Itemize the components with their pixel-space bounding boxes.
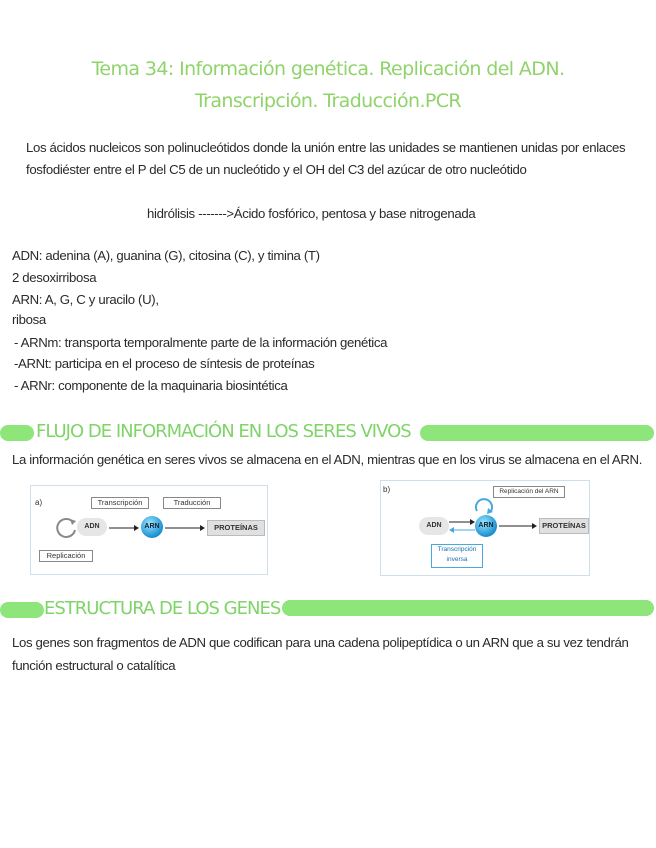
arn-node: ARN [141,516,163,538]
rna-replication-label-box: Replicación del ARN [493,486,565,498]
reverse-transcription-line1: Transcripción [437,546,477,553]
replication-loop-icon [473,495,495,515]
diagram-b-tag: b) [383,485,391,494]
replication-label-box: Replicación [39,550,93,562]
hydrolysis-line: hidrólisis ------->Ácido fosfórico, pentosa y base nitrogenada [147,206,476,221]
list-item: - ARNr: componente de la maquinaria biosintética [14,378,288,393]
highlight-bar-right [420,425,654,441]
adn-node: ADN [77,518,107,536]
list-item: ribosa [12,312,46,327]
diagram-flow-a [30,485,268,575]
list-item: ADN: adenina (A), guanina (G), citosina (C), y timina (T) [12,248,320,263]
arrow-right-icon [165,524,205,532]
page-title-line2: Transcripción. Traducción.PCR [194,90,462,112]
reverse-transcription-line2: inversa [446,556,468,563]
diagram-flow-b [380,480,590,576]
arrow-right-icon [499,522,537,530]
section-heading-estructura: ESTRUCTURA DE LOS GENES [44,598,281,619]
highlight-bar-right [282,600,654,616]
proteins-node: PROTEÍNAS [207,520,265,536]
intro-line2: fosfodiéster entre el P del C5 de un nucleótido y el OH del C3 del azúcar de otro nucleótido [26,162,527,177]
diagram-a-tag: a) [35,498,43,507]
list-item: - ARNm: transporta temporalmente parte de la información genética [14,335,388,350]
section2-line1: Los genes son fragmentos de ADN que codifican para una cadena polipeptídica o un ARN que a su vez tendrán [12,635,629,650]
section2-line2: función estructural o catalítica [12,658,176,673]
arn-node: ARN [475,515,497,537]
intro-line1: Los ácidos nucleicos son polinucleótidos donde la unión entre las unidades se mantienen unidas por enlaces [26,140,626,155]
section1-text: La información genética en seres vivos se almacena en el ADN, mientras que en los virus se almacena en el ARN. [12,452,643,467]
arrow-right-icon [109,524,139,532]
reverse-transcription-label-box [431,544,483,568]
highlight-bar-left [0,425,34,441]
proteins-node: PROTEÍNAS [539,518,589,534]
replication-loop-icon [53,516,79,542]
bidirectional-arrow-icon [449,517,475,535]
list-item: 2 desoxirribosa [12,270,97,285]
transcription-label-box: Transcripción [91,497,149,509]
adn-node: ADN [419,517,449,535]
translation-label-box: Traducción [163,497,221,509]
section-heading-flujo: FLUJO DE INFORMACIÓN EN LOS SERES VIVOS [36,421,411,442]
list-item: -ARNt: participa en el proceso de síntesis de proteínas [14,356,315,371]
page-title-line1: Tema 34: Información genética. Replicación del ADN. [91,58,565,80]
highlight-bar-left [0,602,44,618]
list-item: ARN: A, G, C y uracilo (U), [12,292,159,307]
